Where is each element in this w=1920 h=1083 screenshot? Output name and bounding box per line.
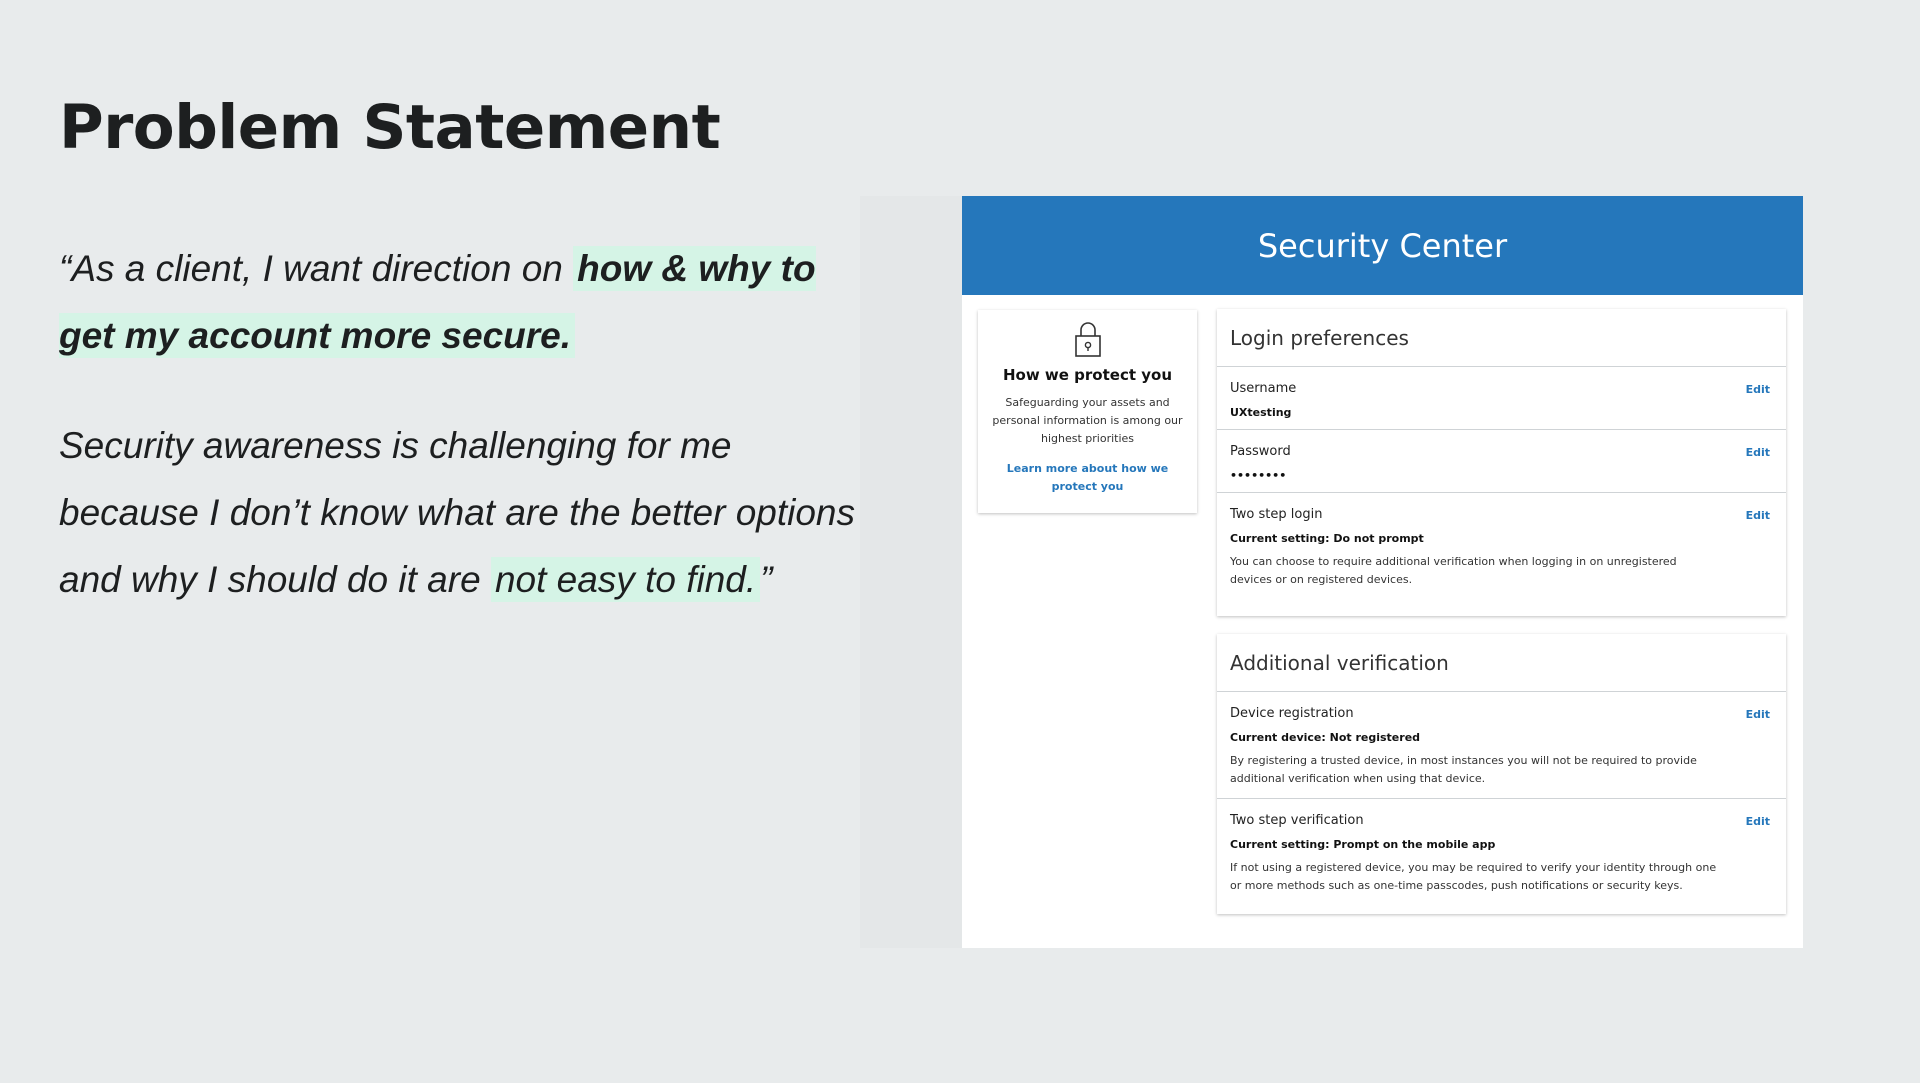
security-center-screenshot (962, 196, 1803, 948)
quote-text: “As a client, I want direction on (59, 248, 574, 289)
device-registration-status: Current device: Not registered (1230, 731, 1421, 744)
two-step-verification-label: Two step verification (1230, 813, 1364, 828)
quote-client-direction (59, 235, 859, 369)
two-step-login-label: Two step login (1230, 507, 1323, 522)
device-registration-label: Device registration (1230, 706, 1354, 721)
device-registration-row (1217, 692, 1786, 799)
username-value: UXtesting (1230, 406, 1292, 419)
two-step-verification-setting: Current setting: Prompt on the mobile app (1230, 838, 1496, 851)
quote-highlight-secure: how & why to get my account more secure. (59, 248, 816, 356)
device-registration-edit-link[interactable]: Edit (1745, 708, 1770, 721)
password-value: •••••••• (1230, 469, 1287, 482)
password-edit-link[interactable]: Edit (1745, 446, 1770, 459)
two-step-login-setting: Current setting: Do not prompt (1230, 532, 1424, 545)
username-row (1217, 367, 1786, 430)
slide-title: Problem Statement (59, 92, 721, 163)
quote-security-awareness (59, 412, 859, 613)
learn-more-link[interactable]: Learn more about how we protect you (1006, 462, 1169, 493)
quote-close-mark: ” (760, 559, 773, 600)
security-center-header: Security Center (962, 196, 1803, 295)
username-edit-link[interactable]: Edit (1745, 383, 1770, 396)
password-label: Password (1230, 444, 1291, 459)
protect-title: How we protect you (1002, 366, 1173, 384)
device-registration-description: By registering a trusted device, in most instances you will not be required to provide additional verification when using that device. (1230, 754, 1697, 785)
additional-verification-title: Additional verification (1217, 634, 1786, 692)
login-preferences-title: Login preferences (1217, 309, 1786, 367)
two-step-login-description: You can choose to require additional verification when logging in on unregistered devices or on registered devices. (1230, 555, 1677, 586)
username-label: Username (1230, 381, 1297, 396)
protect-body: Safeguarding your assets and personal information is among our highest priorities (992, 396, 1183, 445)
login-preferences-panel (1217, 309, 1786, 616)
lock-icon (1073, 320, 1103, 358)
quote-highlight-find: not easy to find. (491, 557, 760, 602)
two-step-login-edit-link[interactable]: Edit (1745, 509, 1770, 522)
two-step-verification-edit-link[interactable]: Edit (1745, 815, 1770, 828)
two-step-login-row (1217, 493, 1786, 599)
additional-verification-panel (1217, 634, 1786, 914)
how-we-protect-card (978, 310, 1197, 513)
two-step-verification-row (1217, 799, 1786, 905)
quote-text: Security awareness is challenging for me because I don’t know what are the better options and why I should do it are (59, 425, 856, 600)
password-row (1217, 430, 1786, 493)
two-step-verification-description: If not using a registered device, you may be required to verify your identity through one or more methods such as one-time passcodes, push notifications or security keys. (1230, 861, 1717, 892)
